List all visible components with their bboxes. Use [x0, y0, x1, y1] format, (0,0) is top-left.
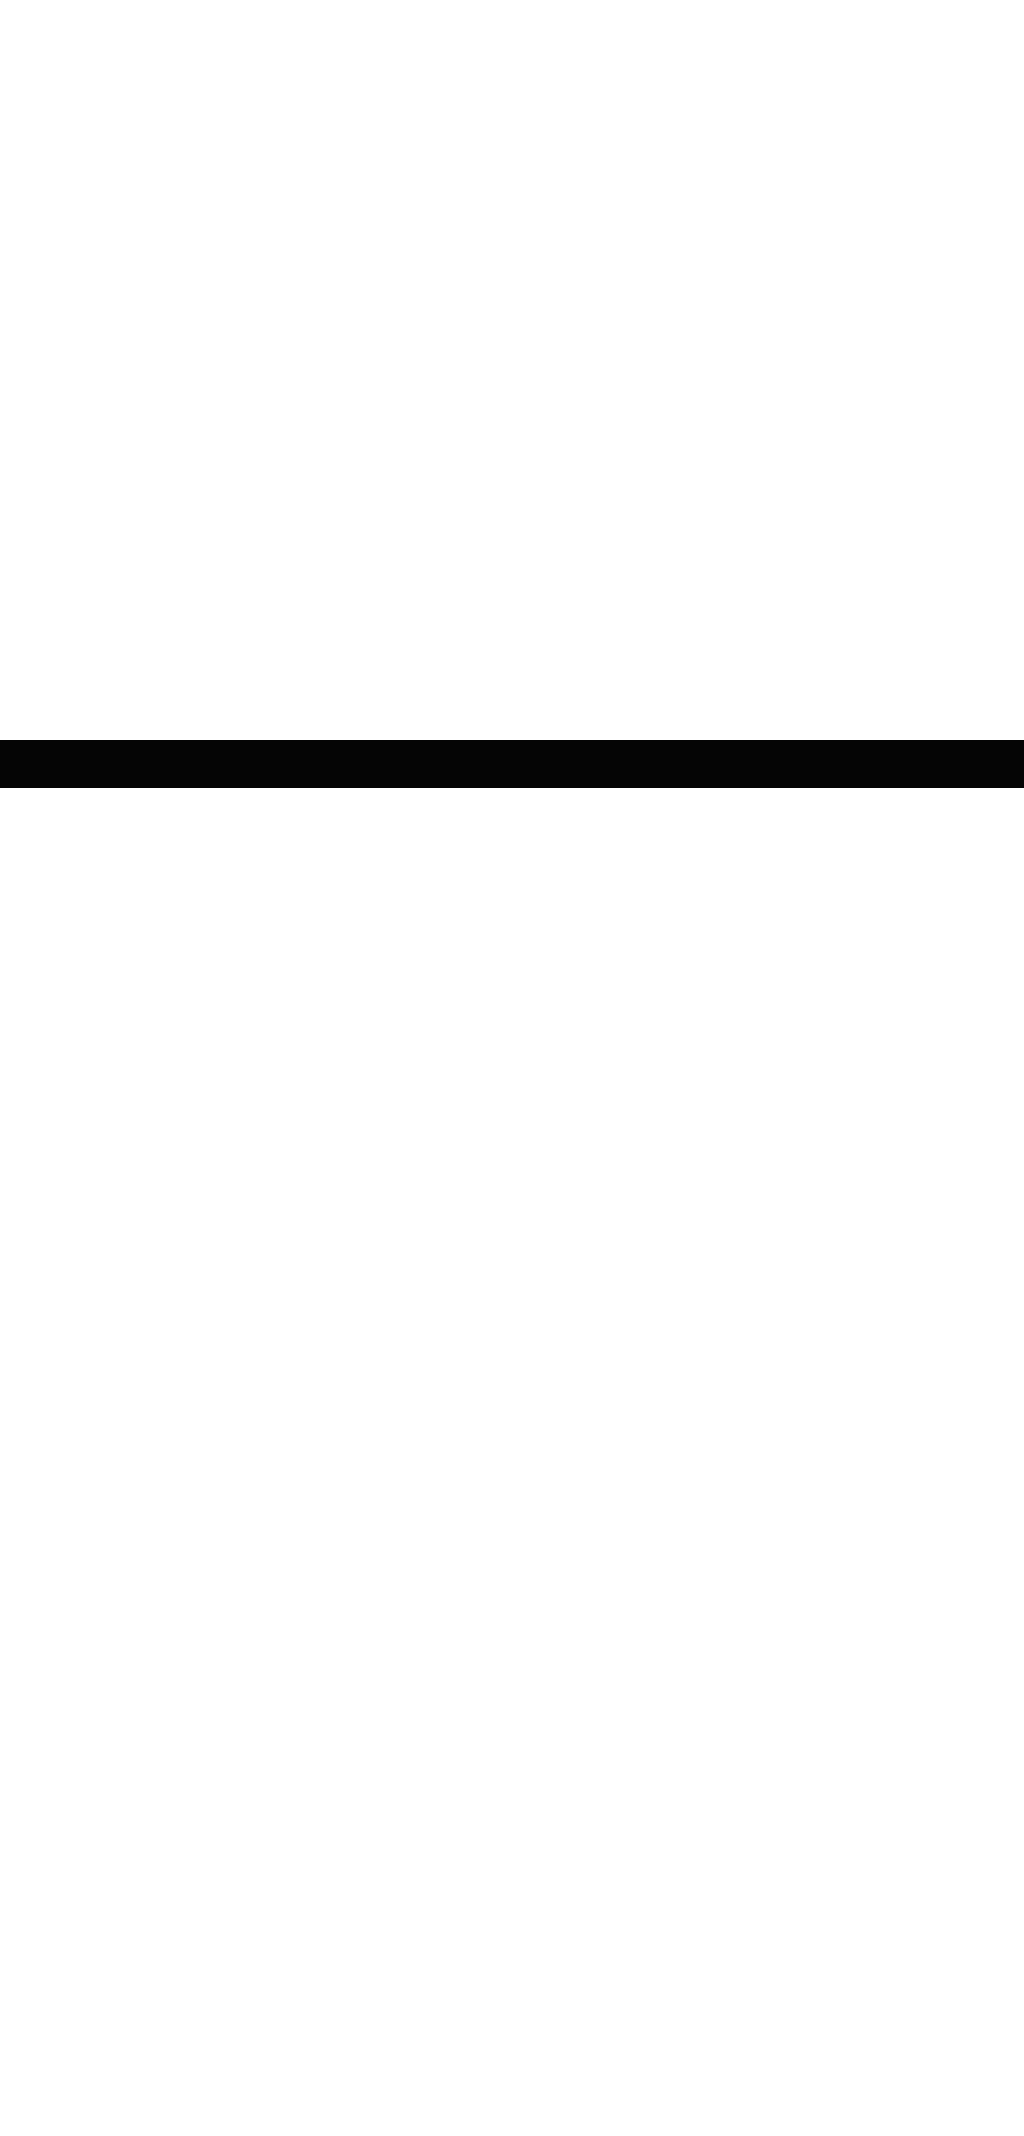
worksheet-page-6 — [0, 788, 1024, 2136]
page-separator — [0, 740, 1024, 788]
worksheet-page-5 — [0, 0, 1024, 740]
